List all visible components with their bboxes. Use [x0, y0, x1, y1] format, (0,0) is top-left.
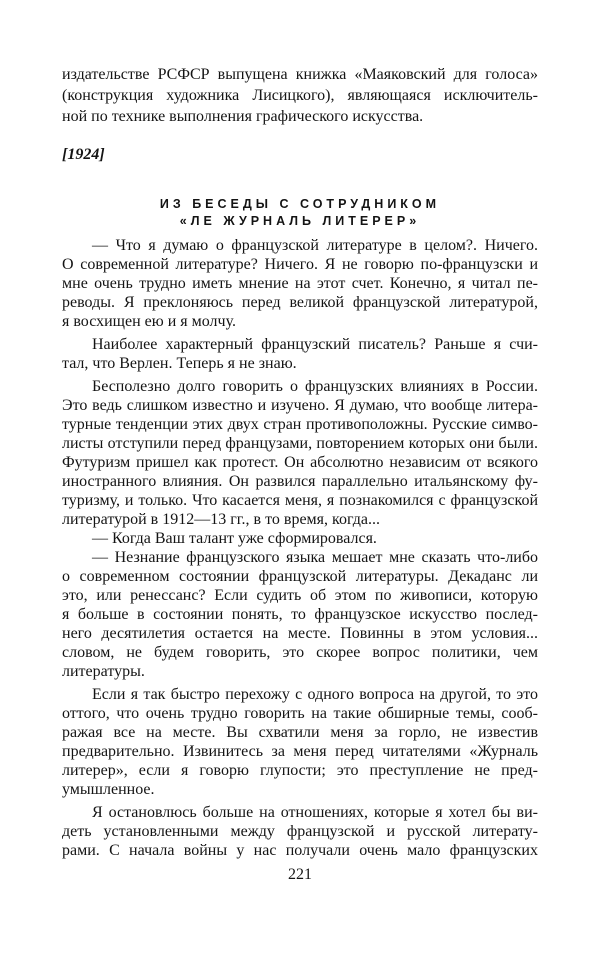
- text-line: листы отступили перед французами, повторением которых они были.: [62, 435, 538, 452]
- text-line: него десятилетия остается на месте. Повинны в этом условия...: [62, 625, 538, 642]
- text-line: реводы. Я преклоняюсь перед великой французской литературой,: [62, 294, 538, 311]
- text-line: туризму, и только. Что касается меня, я познакомился с французской: [62, 492, 538, 509]
- text-line: (конструкция художника Лисицкого), являющаяся исключитель-: [62, 87, 538, 104]
- text-line: турные тенденции этих двух стран противоположны. Русские симво-: [62, 416, 538, 433]
- text-line: литературы.: [62, 663, 145, 680]
- date: [1924]: [62, 146, 105, 163]
- text-line: литерер», если я говорю глупости; это преступление не пред-: [62, 762, 538, 779]
- text-line: Это ведь слишком известно и изучено. Я думаю, что вообще литера-: [62, 397, 538, 414]
- text-line: — Когда Ваш талант уже сформировался.: [92, 530, 377, 547]
- text-line: Наиболее характерный французский писатель? Раньше я счи-: [92, 336, 538, 353]
- section-heading-line-2: «ЛЕ ЖУРНАЛЬ ЛИТЕРЕР»: [179, 214, 421, 228]
- text-line: Я остановлюсь больше на отношениях, которые я хотел бы ви-: [92, 804, 538, 821]
- text-line: О современной литературе? Ничего. Я не говорю по-французски и: [62, 256, 538, 273]
- text-line: мне очень трудно иметь мнение на этот счет. Конечно, я читал пе-: [62, 275, 538, 292]
- text-line: Если я так быстро перехожу с одного вопроса на другой, то это: [92, 686, 538, 703]
- top-paragraph: [62, 64, 538, 127]
- text-line: деть установленными между французской и русской литерату-: [62, 823, 538, 840]
- text-line: я больше в состоянии понять, то французское искусство послед-: [62, 606, 538, 623]
- text-line: я восхищен ею и я молчу.: [62, 313, 236, 330]
- text-line: Футуризм пришел как протест. Он абсолютно независим от всякого: [62, 454, 538, 471]
- page-number: 221: [288, 866, 312, 883]
- text-line: — Что я думаю о французской литературе в целом?. Ничего.: [92, 237, 538, 254]
- text-line: Бесполезно долго говорить о французских влияниях в России.: [92, 378, 538, 395]
- text-line: о современном состоянии французской литературы. Декаданс ли: [62, 568, 538, 585]
- section-heading-line-1: ИЗ БЕСЕДЫ С СОТРУДНИКОМ: [159, 197, 441, 211]
- text-line: тал, что Верлен. Теперь я не знаю.: [62, 355, 297, 372]
- text-line: издательстве РСФСР выпущена книжка «Маяковский для голоса»: [62, 66, 538, 83]
- text-line: предварительно. Извинитесь за меня перед читателями «Журналь: [62, 743, 538, 760]
- text-line: оттого, что очень трудно говорить на такие обширные темы, сооб-: [62, 705, 538, 722]
- text-line: литературой в 1912—13 гг., в то время, когда...: [62, 511, 380, 528]
- text-line: словом, не будем говорить, это скорее вопрос политики, чем: [62, 644, 538, 661]
- text-line: — Незнание французского языка мешает мне сказать что-либо: [92, 549, 538, 566]
- text-line: ражая все на месте. Вы схватили меня за горло, не известив: [62, 724, 538, 741]
- text-line: умышленное.: [62, 781, 155, 798]
- text-line: иностранного влияния. Он развился параллельно итальянскому фу-: [62, 473, 538, 490]
- text-line: ной по технике выполнения графического искусства.: [62, 108, 424, 125]
- text-line: рами. С начала войны у нас получали очень мало французских: [62, 842, 538, 859]
- body-text: [62, 236, 538, 860]
- text-line: это, или ренессанс? Если судить об этом по живописи, которую: [62, 587, 538, 604]
